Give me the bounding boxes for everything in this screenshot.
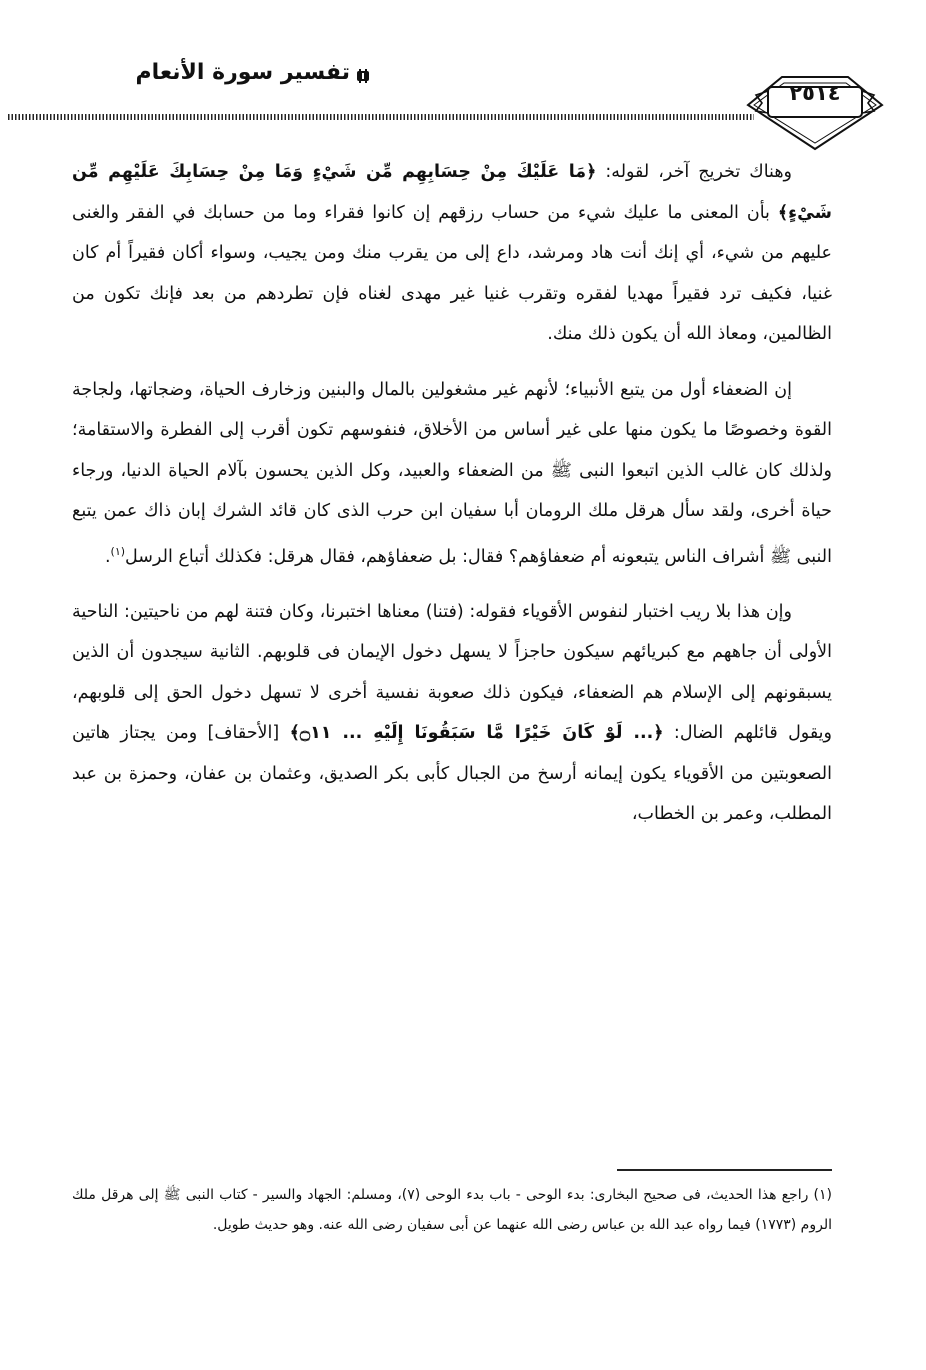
- paragraph-3: [72, 592, 832, 835]
- footnote-ref-1: (١): [110, 544, 126, 558]
- paragraph-1: [72, 152, 832, 355]
- running-header-title: تفسير سورة الأنعام: [135, 60, 350, 85]
- paragraph-2-end: .: [104, 546, 111, 567]
- ornament-icon: [356, 68, 370, 84]
- footnote-rule: [617, 1169, 832, 1171]
- paragraph-1-intro: وهناك تخريج آخر، لقوله:: [596, 162, 792, 182]
- quran-verse-1: ﴿مَا عَلَيْكَ مِنْ حِسَابِهِم مِّن شَيْءٍ وَمَا مِنْ حِسَابِكَ عَلَيْهِم مِّن شَيْءٍ﴾: [72, 162, 832, 223]
- footnotes: [72, 1180, 832, 1240]
- footnote-1: (١) راجع هذا الحديث، فى صحيح البخارى: بدء الوحى - باب بدء الوحى (٧)، ومسلم: الجهاد والسير - كتاب النبى ﷺ إلى هرقل ملك الروم (١٧٧٣) فيما رواه عبد الله بن عباس رضى الله عنهما عن أبى سفيان رضى الله عنه. وهو حديث طويل.: [72, 1187, 832, 1233]
- body-text: [72, 152, 832, 850]
- paragraph-2: [72, 370, 832, 577]
- paragraph-1-rest: بأن المعنى ما عليك شيء من حساب رزقهم إن كانوا فقراء وما من حسابك في الفقر والغنى عليهم من شيء، أي إنك أنت هاد ومرشد، داع إلى من يقرب منك ومن يجيب، وسواء أكان فقيراً أم كان غنيا، فكيف ترد فقيراً مهديا لفقره وتقرب غنيا غير مهدى لغناه فإن تطردهم من بعد فإنك تكون من الظالمين، ومعاذ الله أن يكون ذلك منك.: [72, 202, 832, 344]
- paragraph-2-text: إن الضعفاء أول من يتبع الأنبياء؛ لأنهم غير مشغولين بالمال والبنين وزخارف الحياة، وضجاتها، ولجاجة القوة وخصوصًا ما يكون منها على غير أساس من الأخلاق، فنفوسهم تكون أقرب إلى الفطرة والاستقامة؛ ولذلك كان غالب الذين اتبعوا النبى ﷺ من الضعفاء والعبيد، وكل الذين يحسون بآلام الحياة الدنيا، ورجاء حياة أخرى، ولقد سأل هرقل ملك الرومان أبا سفيان ابن حرب الذى كان قائد الشرك إبان ذاك عمن يتبع النبى ﷺ أشراف الناس يتبعونه أم ضعفاؤهم؟ فقال: بل ضعفاؤهم، فقال هرقل: فكذلك أتباع الرسل: [72, 379, 832, 567]
- page-number: ٢٥١٤: [789, 81, 841, 105]
- header-rule: [8, 114, 754, 120]
- quran-verse-2: ﴿... لَوْ كَانَ خَيْرًا مَّا سَبَقُونَا إِلَيْهِ ... ۝١١﴾: [289, 723, 664, 744]
- paragraph-3-rest: [الأحقاف] ومن يجتاز هاتين الصعوبتين من الأقوياء يكون إيمانه أرسخ من الجبال كأبى بكر الصديق، وعثمان بن عفان، وحمزة بن عبد المطلب، وعمر بن الخطاب،: [72, 723, 832, 825]
- paragraph-3-intro: وإن هذا بلا ريب اختبار لنفوس الأقوياء فقوله: (فتنا) معناها اختبرنا، وكان فتنة لهم من ناحيتين: الناحية الأولى أن جاههم مع كبريائهم سيكون حاجزاً لا يسهل دخول الإيمان فى قلوبهم. الثانية سيجدون أن الذين يسبقونهم إلى الإسلام هم الضعفاء، فيكون ذلك صعوبة نفسية أخرى لا تسهل دخول الحق إلى قلوبهم، ويقول قائلهم الضال:: [72, 601, 832, 744]
